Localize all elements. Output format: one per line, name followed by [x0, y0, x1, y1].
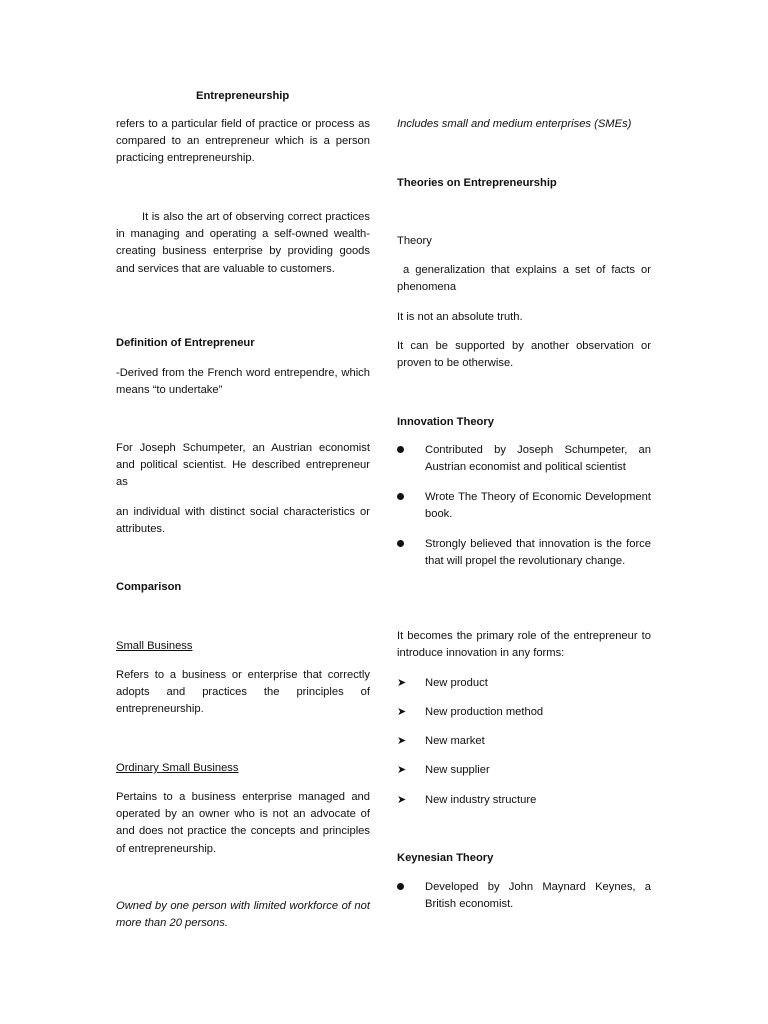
- paragraph-entrepreneurship-definition: refers to a particular field of practice or process as compared to an entrepreneur which is a person practicing entrepreneurship.: [116, 118, 370, 165]
- paragraph-art-of-observing: It is also the art of observing correct practices in managing and operating a self-owned wealth-creating business enterprise by providing goods and services that are valuable to customers.: [116, 211, 370, 275]
- bullet-dot-icon: [397, 446, 404, 453]
- document-title: Entrepreneurship: [196, 90, 290, 102]
- paragraph-supported-by-observation: It can be supported by another observation or proven to be otherwise.: [397, 340, 651, 370]
- arrow-bullet-icon: ➤: [397, 706, 407, 718]
- paragraph-includes-smes: Includes small and medium enterprises (SMEs): [397, 118, 632, 130]
- list-item: [397, 733, 651, 750]
- heading-ordinary-small-business: Ordinary Small Business: [116, 762, 239, 774]
- list-item: [397, 675, 651, 692]
- bullet-text: Developed by John Maynard Keynes, a British economist.: [425, 881, 651, 911]
- list-item: [397, 879, 651, 913]
- bullet-text: New supplier: [425, 764, 490, 776]
- bullet-text: New market: [425, 735, 485, 747]
- paragraph-ordinary-small-business: Pertains to a business enterprise managed and operated by an owner who is not an advocate of and does not practice the concepts and principles of entrepreneurship.: [116, 791, 370, 855]
- heading-keynesian-theory: Keynesian Theory: [397, 852, 494, 864]
- list-item: [397, 442, 651, 476]
- list-item: [397, 762, 651, 779]
- bullet-dot-icon: [397, 540, 404, 547]
- bullet-text: Contributed by Joseph Schumpeter, an Austrian economist and political scientist: [425, 444, 651, 474]
- paragraph-schumpeter: For Joseph Schumpeter, an Austrian economist and political scientist. He described entrepreneur as: [116, 442, 370, 489]
- paragraph-small-business: Refers to a business or enterprise that correctly adopts and practices the principles of entrepreneurship.: [116, 669, 370, 716]
- bullet-text: Strongly believed that innovation is the force that will propel the revolutionary change.: [425, 538, 651, 568]
- arrow-bullet-icon: ➤: [397, 764, 407, 776]
- list-item: [397, 792, 651, 809]
- arrow-bullet-icon: ➤: [397, 677, 407, 689]
- bullet-text: New production method: [425, 706, 544, 718]
- bullet-dot-icon: [397, 493, 404, 500]
- heading-comparison: Comparison: [116, 581, 182, 593]
- paragraph-individual-characteristics: an individual with distinct social characteristics or attributes.: [116, 506, 370, 536]
- heading-innovation-theory: Innovation Theory: [397, 416, 494, 428]
- paragraph-generalization: a generalization that explains a set of facts or phenomena: [397, 264, 651, 294]
- arrow-bullet-icon: ➤: [397, 735, 407, 747]
- paragraph-owned-by-one-person: Owned by one person with limited workforce of not more than 20 persons.: [116, 900, 370, 930]
- heading-definition-of-entrepreneur: Definition of Entrepreneur: [116, 337, 255, 349]
- heading-small-business: Small Business: [116, 640, 193, 652]
- bullet-text: New product: [425, 677, 488, 689]
- paragraph-not-absolute-truth: It is not an absolute truth.: [397, 311, 523, 323]
- paragraph-derived-from-french: -Derived from the French word entrependre, which means “to undertake”: [116, 367, 370, 397]
- heading-theories-on-entrepreneurship: Theories on Entrepreneurship: [397, 177, 557, 189]
- arrow-bullet-icon: ➤: [397, 794, 407, 806]
- bullet-text: New industry structure: [425, 794, 537, 806]
- list-item: [397, 489, 651, 523]
- paragraph-primary-role: It becomes the primary role of the entrepreneur to introduce innovation in any forms:: [397, 630, 651, 660]
- bullet-dot-icon: [397, 883, 404, 890]
- label-theory: Theory: [397, 235, 432, 247]
- list-item: [397, 704, 651, 721]
- bullet-text: Wrote The Theory of Economic Development book.: [425, 491, 651, 521]
- list-item: [397, 536, 651, 570]
